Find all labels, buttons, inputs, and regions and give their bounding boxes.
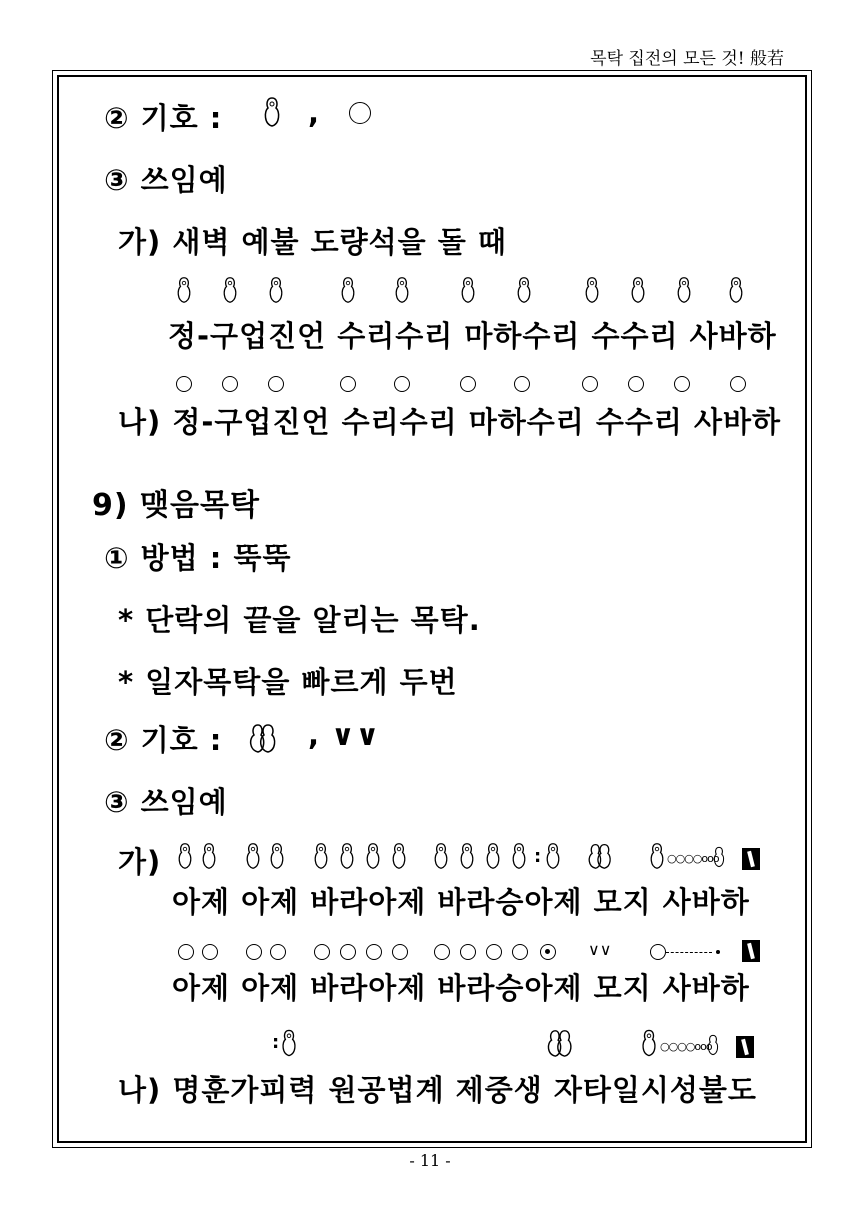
example-ga-label: 가) 새벽 예불 도량석을 돌 때 — [118, 225, 507, 259]
moktak-icon — [364, 842, 382, 870]
double-check-icon: ∨∨ — [588, 940, 612, 959]
moktak-icon — [390, 842, 408, 870]
colon-mark-icon: : — [534, 846, 542, 867]
usage-label: ③ 쓰임예 — [104, 163, 228, 197]
moktak-icon — [484, 842, 502, 870]
colon-mark-icon: : — [272, 1032, 280, 1053]
moktak-icon — [220, 276, 240, 304]
circle-icon — [730, 376, 746, 392]
example-ga-prefix: 가) — [118, 845, 162, 879]
circle-icon — [314, 944, 330, 960]
moktak-icon — [674, 276, 694, 304]
moktak-icon — [628, 276, 648, 304]
circle-icon — [512, 944, 528, 960]
moktak-icon — [244, 842, 262, 870]
circle-icon — [246, 944, 262, 960]
moktak-icon — [712, 846, 726, 868]
method-line: ① 방법 : 뚝뚝 — [104, 541, 292, 575]
dashed-trail-icon — [666, 952, 712, 953]
fading-dots-icon: ○○○○ooo — [660, 1040, 712, 1053]
note-line: * 단락의 끝을 알리는 목탁. — [118, 603, 481, 637]
moktak-icon — [706, 1034, 720, 1056]
circle-icon — [434, 944, 450, 960]
moktak-icon — [458, 276, 478, 304]
moktak-icon — [312, 842, 330, 870]
circle-icon — [650, 944, 666, 960]
circle-icon — [222, 376, 238, 392]
moktak-icon — [174, 276, 194, 304]
circle-icon — [514, 376, 530, 392]
circle-icon — [176, 376, 192, 392]
double-moktak-icon — [544, 1028, 576, 1058]
symbol-label: ② 기호 : — [104, 723, 223, 757]
circle-icon — [582, 376, 598, 392]
moktak-icon — [176, 842, 194, 870]
circle-icon — [628, 376, 644, 392]
circle-icon — [460, 376, 476, 392]
circle-icon — [202, 944, 218, 960]
bow-figure-icon — [736, 1036, 754, 1058]
circle-icon — [674, 376, 690, 392]
example-na-line: 나) 명훈가피력 원공법계 제중생 자타일시성불도 — [118, 1073, 757, 1107]
moktak-icon — [458, 842, 476, 870]
dot-circle-icon — [540, 944, 556, 960]
moktak-icon — [582, 276, 602, 304]
moktak-icon — [338, 842, 356, 870]
moktak-icon — [544, 842, 562, 870]
circle-icon — [340, 376, 356, 392]
moktak-icon — [640, 1028, 658, 1058]
moktak-icon — [266, 276, 286, 304]
bow-figure-icon — [742, 940, 760, 962]
moktak-icon — [510, 842, 528, 870]
double-moktak-icon — [584, 842, 616, 870]
note-line: * 일자목탁을 빠르게 두번 — [118, 665, 458, 699]
chant-line: 아제 아제 바라아제 바라승아제 모지 사바하 — [172, 971, 750, 1005]
circle-icon — [392, 944, 408, 960]
symbol-comma: , — [308, 96, 321, 130]
usage-label: ③ 쓰임예 — [104, 785, 228, 819]
moktak-icon — [648, 842, 666, 870]
page-header: 목탁 집전의 모든 것! 般若 — [590, 49, 784, 69]
chant-line: 정-구업진언 수리수리 마하수리 수수리 사바하 — [168, 319, 777, 353]
moktak-icon — [280, 1028, 298, 1058]
circle-icon — [486, 944, 502, 960]
moktak-icon — [200, 842, 218, 870]
double-moktak-icon — [246, 722, 280, 754]
section-title: 9) 맺음목탁 — [92, 488, 260, 523]
moktak-icon — [338, 276, 358, 304]
chant-line: 아제 아제 바라아제 바라승아제 모지 사바하 — [172, 885, 750, 919]
circle-icon — [178, 944, 194, 960]
moktak-icon — [432, 842, 450, 870]
moktak-icon — [262, 96, 282, 128]
circle-icon — [270, 944, 286, 960]
fading-dots-icon: ○○○○ooo — [667, 852, 719, 865]
example-na-line: 나) 정-구업진언 수리수리 마하수리 수수리 사바하 — [118, 405, 782, 439]
symbol-label: ② 기호 : — [104, 101, 223, 135]
page-number: - 11 - — [409, 1151, 451, 1170]
circle-icon — [366, 944, 382, 960]
circle-icon — [460, 944, 476, 960]
moktak-icon — [514, 276, 534, 304]
circle-icon — [340, 944, 356, 960]
moktak-icon — [268, 842, 286, 870]
circle-icon — [394, 376, 410, 392]
circle-icon — [349, 102, 371, 124]
moktak-icon — [726, 276, 746, 304]
circle-icon — [268, 376, 284, 392]
end-dot-icon — [716, 950, 720, 954]
symbol-text: , ∨∨ — [308, 718, 381, 752]
bow-figure-icon — [742, 848, 760, 870]
moktak-icon — [392, 276, 412, 304]
